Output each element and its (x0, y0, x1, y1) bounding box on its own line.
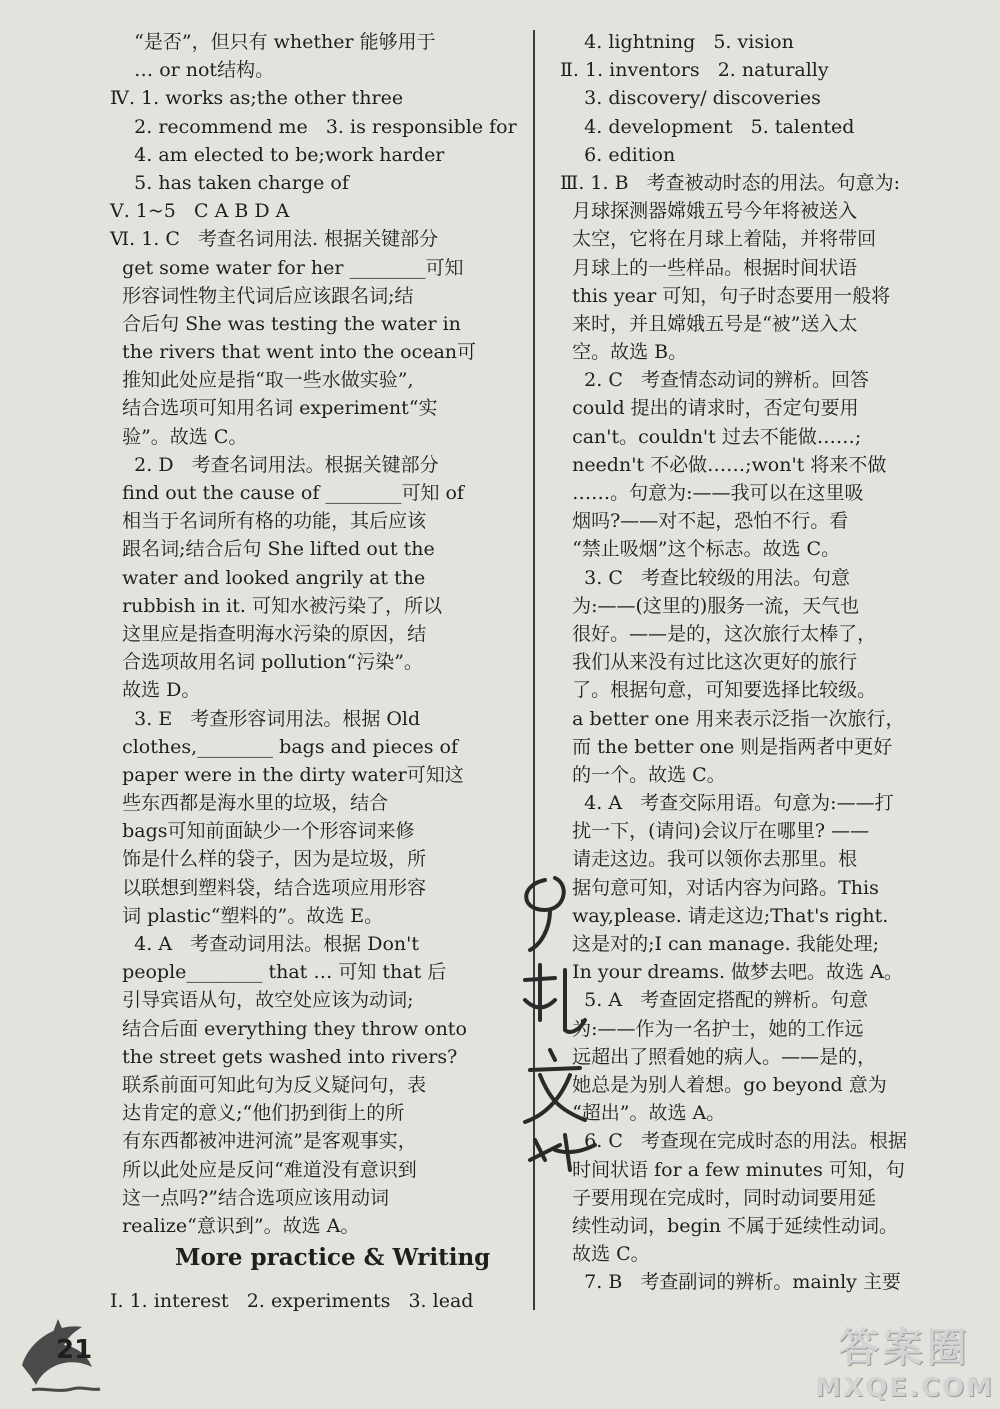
text-line: 4. development 5. talented (560, 115, 855, 138)
text-line: 据句意可知，对话内容为问路。This (560, 876, 879, 899)
text-line: Ⅲ. 1. B 考查被动时态的用法。句意为: (560, 171, 901, 194)
text-line: 达肯定的意义;“他们扔到街上的所 (110, 1102, 405, 1125)
text-line: … or not结构。 (110, 59, 275, 82)
watermark-logo-text: 答案圈 (838, 1325, 971, 1371)
text-line: 烟吗?——对不起，恐怕不行。看 (560, 510, 849, 533)
text-line: 我们从来没有过比这次更好的旅行 (560, 651, 858, 674)
text-line: water and looked angrily at the (110, 566, 426, 589)
page-number: 21 (56, 1335, 93, 1365)
text-line: 月球上的一些样品。根据时间状语 (560, 256, 858, 279)
text-line: 联系前面可知此句为反义疑问句，表 (110, 1073, 427, 1096)
text-line: 以联想到塑料袋，结合选项应用形容 (110, 876, 427, 899)
text-line: 结合后面 everything they throw onto (110, 1017, 467, 1040)
text-line: a better one 用来表示泛指一次旅行， (560, 707, 905, 730)
text-line: 这是对的;I can manage. 我能处理; (560, 933, 880, 955)
text-line: 2. C 考查情态动词的辨析。回答 (560, 369, 869, 392)
section-heading: More practice & Writing (175, 1244, 491, 1271)
answer-line: Ⅰ. 1. interest 2. experiments 3. lead (110, 1290, 474, 1312)
text-line: 些东西都是海水里的垃圾，结合 (110, 792, 389, 815)
text-line: 验”。故选 C。 (110, 425, 248, 448)
text-line: get some water for her ________可知 (110, 256, 464, 279)
text-line: 故选 D。 (110, 679, 201, 702)
text-line: 扰一下，(请问)会议厅在哪里? —— (560, 820, 870, 843)
text-line: find out the cause of ________可知 of (110, 482, 464, 504)
text-line: 这一点吗?”结合选项应该用动词 (110, 1186, 389, 1209)
text-line: 6. C 考查现在完成时态的用法。根据 (560, 1130, 907, 1153)
text-line: the street gets washed into rivers? (110, 1045, 458, 1068)
text-line: paper were in the dirty water可知这 (110, 763, 464, 786)
text-line: could 提出的请求时，否定句要用 (560, 397, 859, 420)
text-line: 2. D 考查名词用法。根据关键部分 (110, 453, 439, 476)
text-line: 推知此处应是指“取一些水做实验”, (110, 369, 414, 392)
text-line: 时间状语 for a few minutes 可知，句 (560, 1158, 905, 1181)
text-line: 饰是什么样的袋子，因为是垃圾，所 (110, 848, 427, 871)
text-line: “禁止吸烟”这个标志。故选 C。 (560, 538, 841, 561)
text-line: 月球探测器嫦娥五号今年将被送入 (560, 200, 858, 223)
text-line: clothes,________ bags and pieces of (110, 735, 459, 758)
text-line: 她总是为别人着想。go beyond 意为 (560, 1073, 887, 1096)
text-line: 子要用现在完成时，同时动词要用延 (560, 1186, 877, 1209)
text-line: the rivers that went into the ocean可 (110, 341, 477, 364)
text-line: 相当于名词所有格的功能，其后应该 (110, 510, 427, 533)
text-line: Ⅱ. 1. inventors 2. naturally (560, 59, 829, 82)
text-line: 为:——作为一名护士，她的工作远 (560, 1017, 864, 1040)
text-line: 3. C 考查比较级的用法。句意 (560, 566, 850, 589)
text-line: 4. A 考查动词用法。根据 Don't (110, 933, 419, 955)
right-column (560, 28, 980, 1296)
text-line: Ⅵ. 1. C 考查名词用法. 根据关键部分 (110, 228, 439, 251)
text-line: 合后句 She was testing the water in (110, 312, 461, 335)
text-line: 4. A 考查交际用语。句意为:——打 (560, 792, 894, 815)
text-line: 远超出了照看她的病人。——是的， (560, 1045, 877, 1068)
text-line: 3. discovery/ discoveries (560, 87, 821, 110)
text-line: 请走这边。我可以领你去那里。根 (560, 848, 858, 871)
text-line: 形容词性物主代词后应该跟名词;结 (110, 284, 414, 307)
text-line: In your dreams. 做梦去吧。故选 A。 (560, 961, 903, 984)
text-line: 空。故选 B。 (560, 341, 688, 364)
text-line: 4. am elected to be;work harder (110, 143, 445, 166)
text-line: 了。根据句意，可知要选择比较级。 (560, 679, 877, 702)
text-line: 续性动词，begin 不属于延续性动词。 (560, 1214, 899, 1237)
text-line: 这里应是指查明海水污染的原因，结 (110, 622, 427, 645)
text-line: 来时，并且嫦娥五号是“被”送入太 (560, 312, 858, 335)
watermark (815, 1316, 994, 1403)
text-line: “超出”。故选 A。 (560, 1102, 726, 1125)
text-line: can't。couldn't 过去不能做……; (560, 425, 862, 448)
text-line: 跟名词;结合后句 She lifted out the (110, 538, 435, 561)
text-line: “是否”，但只有 whether 能够用于 (110, 31, 436, 53)
text-line: bags可知前面缺少一个形容词来修 (110, 820, 415, 843)
text-line: realize“意识到”。故选 A。 (110, 1214, 360, 1237)
text-line: rubbish in it. 可知水被污染了，所以 (110, 594, 442, 617)
text-line: 所以此处应是反问“难道没有意识到 (110, 1158, 417, 1181)
text-line: 太空，它将在月球上着陆，并将带回 (560, 228, 877, 251)
text-line: this year 可知，句子时态要用一般将 (560, 284, 891, 307)
text-line: 5. has taken charge of (110, 171, 349, 194)
text-line: 合选项故用名词 pollution“污染”。 (110, 651, 423, 674)
text-line: ……。句意为:——我可以在这里吸 (560, 482, 864, 504)
text-line: 很好。——是的，这次旅行太棒了， (560, 622, 877, 645)
text-line: 5. A 考查固定搭配的辨析。句意 (560, 989, 869, 1012)
left-column (110, 28, 530, 1240)
text-line: people________ that … 可知 that 后 (110, 961, 447, 984)
text-line: 故选 C。 (560, 1243, 650, 1266)
text-line: needn't 不必做……;won't 将来不做 (560, 453, 887, 476)
text-line: 为:——(这里的)服务一流，天气也 (560, 594, 860, 617)
text-line: 的一个。故选 C。 (560, 763, 726, 786)
text-line: Ⅴ. 1~5 C A B D A (110, 200, 290, 223)
text-line: 而 the better one 则是指两者中更好 (560, 735, 893, 758)
text-line: 引导宾语从句，故空处应该为动词; (110, 989, 414, 1012)
text-line: 结合选项可知用名词 experiment“实 (110, 397, 438, 420)
text-line: Ⅳ. 1. works as;the other three (110, 87, 404, 110)
handwritten-scribble (500, 860, 610, 1180)
text-line: 2. recommend me 3. is responsible for (110, 115, 517, 138)
text-line: 词 plastic“塑料的”。故选 E。 (110, 904, 384, 927)
text-line: 有东西都被冲进河流”是客观事实， (110, 1130, 417, 1153)
text-line: 3. E 考查形容词用法。根据 Old (110, 707, 421, 730)
text-line: 6. edition (560, 143, 676, 166)
text-line: 4. lightning 5. vision (560, 31, 794, 53)
watermark-url: MXQE.COM (815, 1373, 994, 1403)
text-line: way,please. 请走这边;That's right. (560, 904, 889, 927)
text-line: 7. B 考查副词的辨析。mainly 主要 (560, 1271, 901, 1294)
